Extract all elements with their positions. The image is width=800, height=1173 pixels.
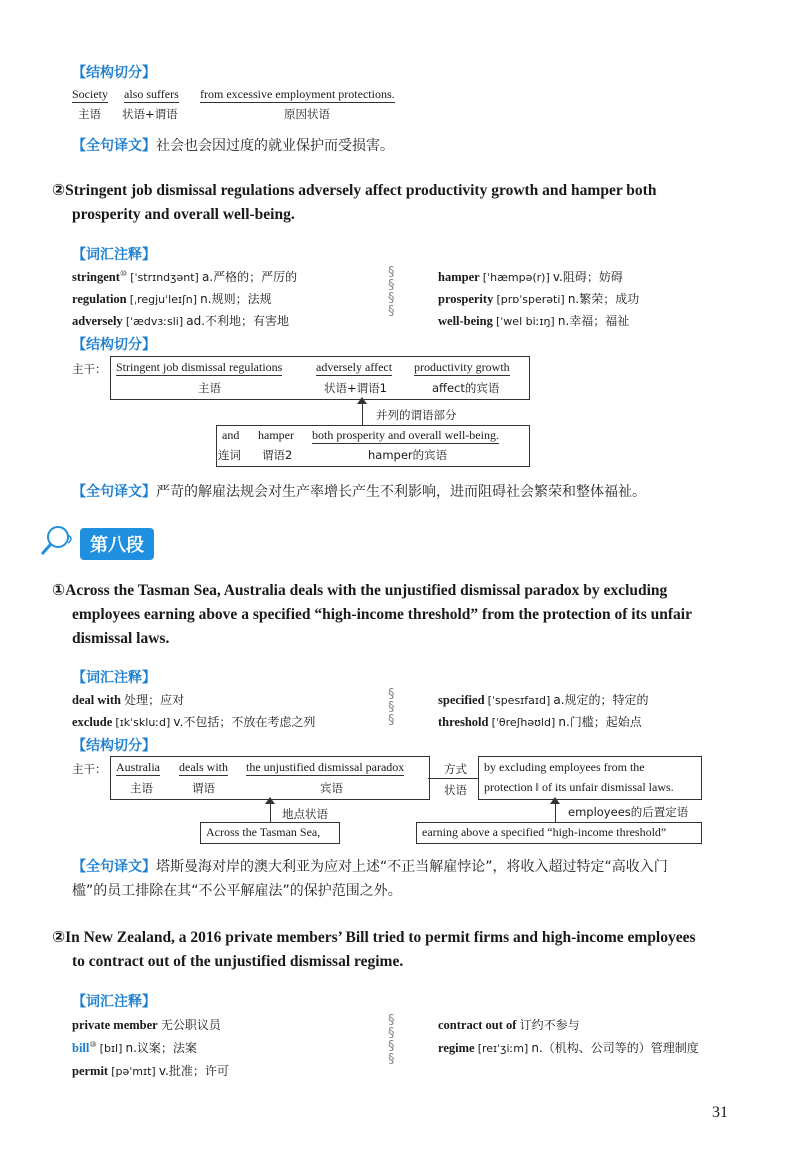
part-cn: 连词 bbox=[218, 448, 241, 462]
vocab-tag: 【词汇注释】 bbox=[72, 670, 156, 686]
vocab-word: deal with bbox=[72, 693, 121, 707]
part-cn: 状语+谓语1 bbox=[324, 381, 387, 395]
vocab-def: 处理；应对 bbox=[124, 693, 185, 707]
part-en: deals with bbox=[179, 760, 228, 774]
part-cn: 主语 bbox=[198, 381, 221, 395]
sentence-line: to contract out of the unjustified dismissal regime. bbox=[72, 953, 404, 970]
sentence-line: prosperity and overall well-being. bbox=[72, 206, 295, 223]
vocab-word: hamper bbox=[438, 270, 480, 284]
vocab-item bbox=[72, 1062, 229, 1079]
vocab-def: 订约不参与 bbox=[519, 1018, 580, 1032]
vocab-item bbox=[72, 312, 289, 329]
vocab-item bbox=[438, 290, 639, 307]
part-en: hamper bbox=[258, 428, 294, 442]
arrow-label: 并列的谓语部分 bbox=[376, 408, 457, 422]
manner-label: 状语 bbox=[444, 783, 467, 797]
part-en: and bbox=[222, 428, 240, 442]
arrow-up-icon bbox=[265, 797, 275, 804]
part-cn: 谓语2 bbox=[262, 448, 293, 462]
vocab-word: contract out of bbox=[438, 1018, 517, 1032]
vocab-phonetic: [ˈspesɪfaɪd] bbox=[487, 694, 551, 707]
struct-tag: 【结构切分】 bbox=[72, 65, 156, 81]
vocab-item bbox=[438, 713, 642, 730]
sentence bbox=[52, 578, 742, 651]
divider-icon: § § § § bbox=[388, 1013, 395, 1067]
part-en: both prosperity and overall well-being. bbox=[312, 428, 499, 442]
vocab-def: v.不包括；不放在考虑之列 bbox=[173, 715, 316, 729]
page-number: 31 bbox=[712, 1104, 728, 1121]
vocab-word: bill bbox=[72, 1041, 90, 1055]
sentence-number: ② bbox=[52, 181, 66, 199]
part-cn: 主语 bbox=[130, 781, 153, 795]
arrow-up-icon bbox=[550, 797, 560, 804]
vocab-item bbox=[438, 1039, 699, 1056]
vocab-word: adversely bbox=[72, 314, 123, 328]
sentence bbox=[52, 178, 732, 227]
trans-text: 塔斯曼海对岸的澳大利亚为应对上述“不正当解雇悖论”，将收入超过特定“高收入门 bbox=[156, 859, 668, 875]
vocab-word: specified bbox=[438, 693, 485, 707]
part-cn: 原因状语 bbox=[284, 107, 330, 121]
vocab-phonetic: [ˈædvɜːsli] bbox=[125, 315, 184, 328]
vocab-word: well-being bbox=[438, 314, 493, 328]
translation bbox=[72, 856, 668, 876]
vocab-tag: 【词汇注释】 bbox=[72, 994, 156, 1010]
vocab-phonetic: [pəˈmɪt] bbox=[111, 1065, 156, 1078]
part-en: the unjustified dismissal paradox bbox=[246, 760, 405, 774]
vocab-phonetic: [ˈθreʃhəʊld] bbox=[491, 716, 556, 729]
translation bbox=[72, 135, 394, 155]
part-cn: 宾语 bbox=[320, 781, 343, 795]
vocab-item bbox=[72, 290, 272, 307]
vocab-item bbox=[438, 691, 649, 708]
vocab-word: prosperity bbox=[438, 292, 494, 306]
part-en: Stringent job dismissal regulations bbox=[116, 360, 283, 374]
vocab-word: private member bbox=[72, 1018, 158, 1032]
divider-icon: § § § § bbox=[388, 265, 395, 319]
vocab-item bbox=[72, 713, 315, 730]
vocab-item bbox=[72, 268, 297, 285]
part-en: from excessive employment protections. bbox=[200, 87, 395, 101]
vocab-word: regime bbox=[438, 1041, 475, 1055]
vocab-phonetic: [ˈstrɪndʒənt] bbox=[130, 271, 199, 284]
magnifier-icon bbox=[36, 523, 80, 559]
vocab-def: v.阻碍；妨碍 bbox=[552, 270, 623, 284]
part-cn: hamper的宾语 bbox=[368, 448, 448, 462]
vocab-def: n.（机构、公司等的）管理制度 bbox=[531, 1041, 699, 1055]
trans-text: 槛”的员工排除在其“不公平解雇法”的保护范围之外。 bbox=[72, 883, 402, 899]
sentence-line: In New Zealand, a 2016 private members’ Bill tried to permit firms and high-income employees bbox=[65, 929, 696, 946]
manner-text: protection ‖ of its unfair dismissal laws. bbox=[484, 780, 674, 794]
sentence-line: dismissal laws. bbox=[72, 630, 170, 647]
vocab-item bbox=[72, 691, 184, 708]
sentence-line: Stringent job dismissal regulations adversely affect productivity growth and hamper both bbox=[65, 182, 657, 199]
post-label: employees的后置定语 bbox=[568, 805, 689, 819]
sentence-line: employees earning above a specified “high-income threshold” from the protection of its unfair bbox=[72, 606, 692, 623]
vocab-def: n.门槛；起始点 bbox=[558, 715, 642, 729]
section-title: 第八段 bbox=[80, 528, 154, 560]
vocab-def: n.繁荣；成功 bbox=[567, 292, 640, 306]
sentence-number: ② bbox=[52, 928, 66, 946]
vocab-word: exclude bbox=[72, 715, 113, 729]
part-en: Australia bbox=[116, 760, 160, 774]
place-text: Across the Tasman Sea, bbox=[206, 825, 321, 839]
trans-tag: 【全句译文】 bbox=[72, 484, 156, 500]
struct-tag: 【结构切分】 bbox=[72, 738, 156, 754]
frequency-mark: ⑩ bbox=[89, 1039, 97, 1049]
vocab-item bbox=[72, 1016, 221, 1033]
part-cn: 主语 bbox=[78, 107, 101, 121]
manner-text: by excluding employees from the bbox=[484, 760, 645, 774]
sentence bbox=[52, 925, 742, 974]
vocab-item bbox=[438, 312, 629, 329]
vocab-phonetic: [bɪl] bbox=[99, 1042, 123, 1055]
part-en: adversely affect bbox=[316, 360, 393, 374]
vocab-def: n.规则；法规 bbox=[200, 292, 272, 306]
vocab-phonetic: [prɒˈsperəti] bbox=[496, 293, 565, 306]
vocab-item bbox=[72, 1039, 197, 1056]
vocab-item bbox=[438, 268, 623, 285]
translation bbox=[72, 481, 646, 501]
vocab-def: a.规定的；特定的 bbox=[553, 693, 649, 707]
vocab-def: v.批准；许可 bbox=[158, 1064, 229, 1078]
vocab-word: permit bbox=[72, 1064, 109, 1078]
manner-label: 方式 bbox=[444, 762, 467, 776]
part-en: productivity growth bbox=[414, 360, 510, 374]
vocab-word: regulation bbox=[72, 292, 127, 306]
vocab-def: n.议案；法案 bbox=[125, 1041, 197, 1055]
vocab-phonetic: [ˈhæmpə(r)] bbox=[482, 271, 550, 284]
arrow-up-icon bbox=[357, 397, 367, 404]
vocab-def: 无公职议员 bbox=[160, 1018, 221, 1032]
trans-text: 严苛的解雇法规会对生产率增长产生不利影响，进而阻碍社会繁荣和整体福祉。 bbox=[156, 484, 646, 500]
struct-tag: 【结构切分】 bbox=[72, 337, 156, 353]
vocab-def: a.严格的；严厉的 bbox=[201, 270, 298, 284]
vocab-def: ad.不利地；有害地 bbox=[186, 314, 290, 328]
connector bbox=[428, 778, 478, 779]
part-cn: affect的宾语 bbox=[432, 381, 500, 395]
part-cn: 谓语 bbox=[192, 781, 215, 795]
divider-icon: § § § bbox=[388, 687, 395, 728]
frequency-mark: ⑩ bbox=[119, 268, 128, 278]
vocab-phonetic: [ˈwel biːɪŋ] bbox=[495, 315, 555, 328]
vocab-word: stringent bbox=[72, 270, 120, 284]
post-text: earning above a specified “high-income threshold” bbox=[422, 825, 667, 839]
trans-text: 社会也会因过度的就业保护而受损害。 bbox=[156, 138, 394, 154]
trans-tag: 【全句译文】 bbox=[72, 859, 156, 875]
sentence-line: Across the Tasman Sea, Australia deals with the unjustified dismissal paradox by excluding bbox=[65, 582, 668, 599]
vocab-word: threshold bbox=[438, 715, 489, 729]
vocab-phonetic: [reɪˈʒiːm] bbox=[477, 1042, 529, 1055]
part-en: Society bbox=[72, 87, 108, 101]
main-label: 主干： bbox=[72, 362, 107, 376]
vocab-tag: 【词汇注释】 bbox=[72, 247, 156, 263]
vocab-phonetic: [ˌregjuˈleɪʃn] bbox=[129, 293, 198, 306]
vocab-def: n.幸福；福祉 bbox=[557, 314, 630, 328]
part-en: also suffers bbox=[124, 87, 179, 101]
vocab-item bbox=[438, 1016, 580, 1033]
main-label: 主干： bbox=[72, 762, 107, 776]
part-cn: 状语+谓语 bbox=[122, 107, 178, 121]
sentence-number: ① bbox=[52, 581, 66, 599]
vocab-phonetic: [ɪkˈskluːd] bbox=[115, 716, 171, 729]
trans-tag: 【全句译文】 bbox=[72, 138, 156, 154]
place-label: 地点状语 bbox=[282, 807, 328, 821]
